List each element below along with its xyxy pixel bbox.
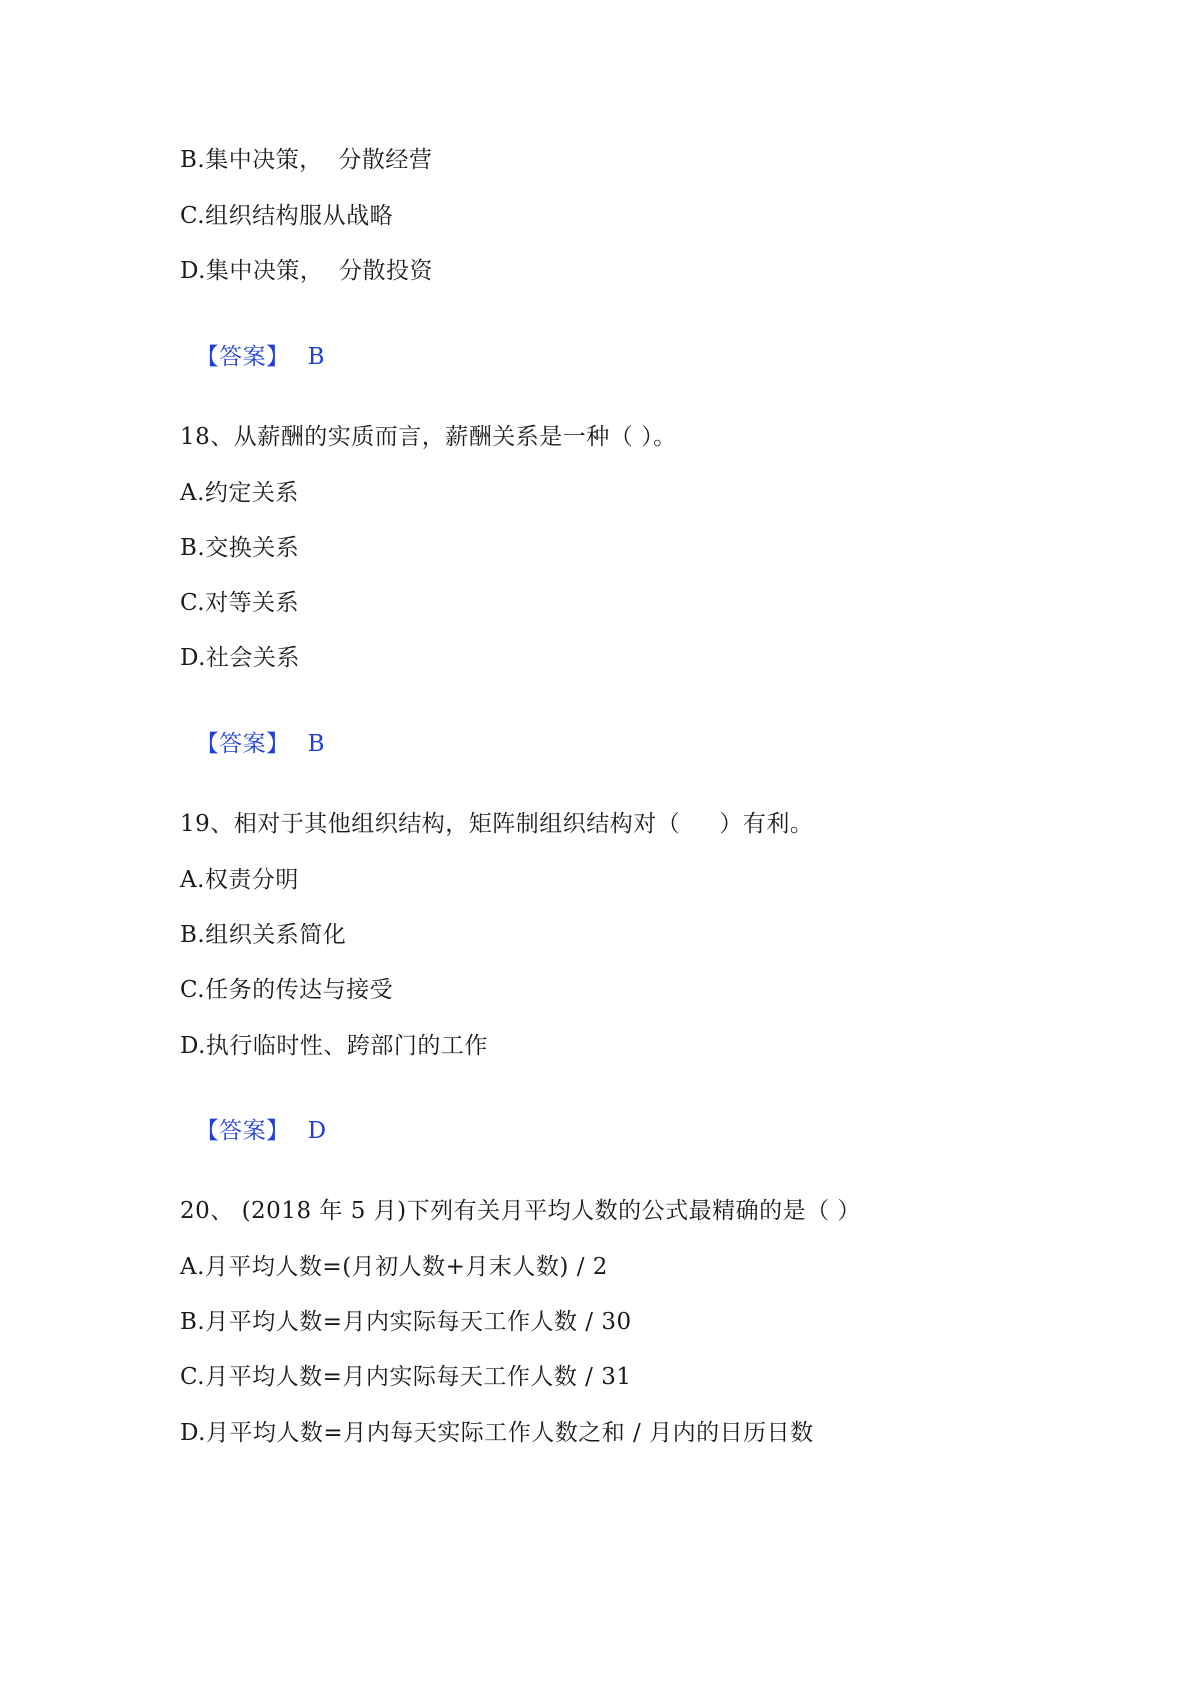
option-d-q18: D.社会关系 <box>180 645 300 671</box>
question-20: 20、 (2018 年 5 月)下列有关月平均人数的公式最精确的是（ ） <box>180 1198 861 1224</box>
answer-q19 <box>180 1086 327 1146</box>
option-a-q20: A.月平均人数=(月初人数+月末人数) / 2 <box>180 1254 608 1280</box>
answer-label: 【答案】 <box>195 731 290 757</box>
answer-value: B <box>307 344 326 370</box>
option-b-q17: B.集中决策， 分散经营 <box>180 147 433 173</box>
option-b-q20: B.月平均人数=月内实际每天工作人数 / 30 <box>180 1309 632 1335</box>
option-c-q17: C.组织结构服从战略 <box>180 203 394 229</box>
question-19: 19、相对于其他组织结构，矩阵制组织结构对（ ）有利。 <box>180 811 814 837</box>
option-b-q18: B.交换关系 <box>180 535 300 561</box>
option-a-q19: A.权责分明 <box>180 867 299 893</box>
option-c-q18: C.对等关系 <box>180 590 300 616</box>
option-d-q20: D.月平均人数=月内每天实际工作人数之和 / 月内的日历日数 <box>180 1420 814 1446</box>
answer-q18 <box>180 699 325 759</box>
option-c-q20: C.月平均人数=月内实际每天工作人数 / 31 <box>180 1364 632 1390</box>
answer-value: B <box>307 731 326 757</box>
option-a-q18: A.约定关系 <box>180 480 299 506</box>
answer-value: D <box>307 1118 327 1144</box>
option-d-q19: D.执行临时性、跨部门的工作 <box>180 1033 488 1059</box>
option-d-q17: D.集中决策， 分散投资 <box>180 258 434 284</box>
option-c-q19: C.任务的传达与接受 <box>180 977 394 1003</box>
question-18: 18、从薪酬的实质而言，薪酬关系是一种（ ）。 <box>180 424 677 450</box>
option-b-q19: B.组织关系简化 <box>180 922 347 948</box>
answer-q17 <box>180 312 325 372</box>
answer-label: 【答案】 <box>195 1118 290 1144</box>
answer-label: 【答案】 <box>195 344 290 370</box>
